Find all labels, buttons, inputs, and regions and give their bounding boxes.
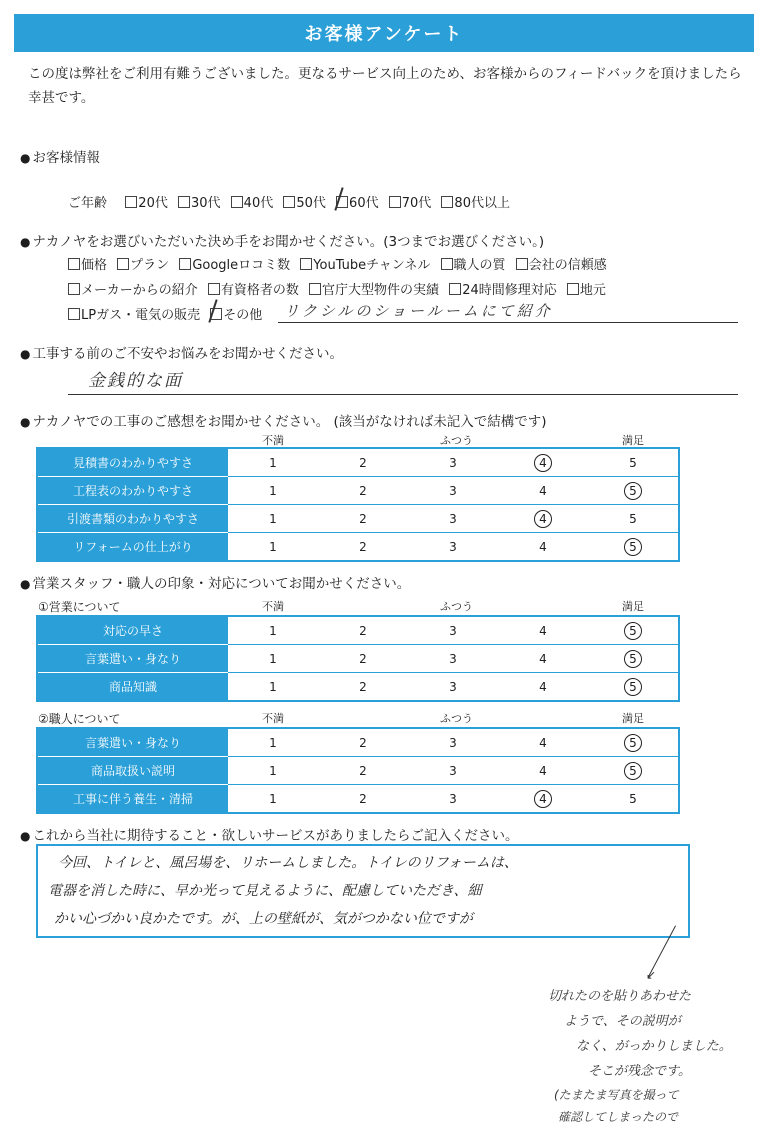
rating-row — [37, 616, 679, 645]
rating-row — [37, 448, 679, 477]
rating-row-label: 商品取扱い説明 — [37, 757, 228, 785]
rating-option-3[interactable]: 3 — [408, 448, 498, 477]
craft-table — [36, 727, 680, 814]
margin-note-line-3: なく、がっかりしました。 — [576, 1039, 732, 1054]
rating-option-5[interactable]: 5 — [588, 757, 679, 785]
rating-row-label: 工事に伴う養生・清掃 — [37, 785, 228, 814]
scale-mid-sales: ふつう — [440, 600, 473, 613]
option-public-works[interactable]: 官庁大型物件の実績 — [309, 279, 439, 298]
scale-low-craft: 不満 — [262, 712, 284, 725]
margin-note-line-4: そこが残念です。 — [588, 1064, 691, 1079]
rating-option-5[interactable]: 5 — [629, 791, 637, 806]
margin-note-line-5: (たまたま写真を撮って — [554, 1088, 679, 1102]
rating-option-4[interactable]: 4 — [498, 757, 588, 785]
rating-option-4[interactable]: 4 — [498, 505, 588, 533]
rating-option-3[interactable]: 3 — [408, 505, 498, 533]
rating-row — [37, 505, 679, 533]
scale-high: 満足 — [622, 434, 644, 447]
rating-row — [37, 785, 679, 814]
rating-option-3[interactable]: 3 — [408, 645, 498, 673]
rating-option-4[interactable]: 4 — [539, 679, 547, 694]
rating-option-1[interactable]: 1 — [228, 645, 318, 673]
sales-table — [36, 615, 680, 702]
rating-option-2[interactable]: 2 — [318, 448, 408, 477]
rating-option-1[interactable]: 1 — [228, 757, 318, 785]
rating-row-label: 工程表のわかりやすさ — [37, 477, 228, 505]
impression-table — [36, 447, 680, 562]
concern-heading: ● 工事する前のご不安やお悩みをお聞かせください。 — [20, 342, 343, 362]
age-label: ご年齢 — [68, 196, 108, 211]
scale-high-craft: 満足 — [622, 712, 644, 725]
staff-heading: ● 営業スタッフ・職人の印象・対応についてお聞かせください。 — [20, 572, 410, 592]
rating-option-4[interactable]: 4 — [498, 645, 588, 673]
rating-option-1[interactable]: 1 — [228, 728, 318, 757]
sales-heading: ①営業について — [38, 600, 121, 614]
decision-row-1 — [68, 254, 613, 273]
rating-option-4[interactable]: 4 — [539, 539, 547, 554]
age-option-40[interactable]: 40代 — [231, 192, 274, 211]
rating-option-4[interactable]: 4 — [498, 616, 588, 645]
option-maker-referral[interactable]: メーカーからの紹介 — [68, 279, 198, 298]
age-option-60[interactable]: 60代 — [336, 192, 379, 211]
rating-row — [37, 673, 679, 702]
rating-option-4[interactable]: 4 — [498, 728, 588, 757]
rating-option-1[interactable]: 1 — [228, 616, 318, 645]
rating-row-label: 言葉遣い・身なり — [37, 645, 228, 673]
rating-option-2[interactable]: 2 — [359, 791, 367, 806]
customer-info-heading: ● お客様情報 — [20, 146, 100, 166]
scale-mid: ふつう — [440, 434, 473, 447]
rating-option-3[interactable]: 3 — [449, 539, 457, 554]
option-plan[interactable]: プラン — [117, 254, 169, 273]
rating-option-1[interactable]: 1 — [269, 791, 277, 806]
rating-option-3[interactable]: 3 — [408, 757, 498, 785]
age-option-50[interactable]: 50代 — [283, 192, 326, 211]
rating-row — [37, 645, 679, 673]
rating-row — [37, 728, 679, 757]
expectation-line-3: かい心づかい良かたです。が、上の壁紙が、気がつかない位ですが — [54, 911, 473, 927]
rating-option-2[interactable]: 2 — [318, 728, 408, 757]
expectations-box — [36, 844, 690, 938]
rating-row-label: リフォームの仕上がり — [37, 533, 228, 562]
option-24h[interactable]: 24時間修理対応 — [449, 279, 557, 298]
rating-option-2[interactable]: 2 — [318, 757, 408, 785]
age-option-30[interactable]: 30代 — [178, 192, 221, 211]
age-option-80[interactable]: 80代以上 — [441, 192, 510, 211]
rating-row-label: 対応の早さ — [37, 616, 228, 645]
rating-option-2[interactable]: 2 — [318, 477, 408, 505]
other-answer-line — [278, 300, 738, 323]
decision-row-2 — [68, 279, 612, 298]
scale-low-sales: 不満 — [262, 600, 284, 613]
rating-row — [37, 477, 679, 505]
rating-option-2[interactable]: 2 — [359, 679, 367, 694]
decision-row-3 — [68, 304, 268, 323]
rating-option-3[interactable]: 3 — [408, 616, 498, 645]
rating-option-4[interactable]: 4 — [498, 477, 588, 505]
rating-row-label: 見積書のわかりやすさ — [37, 448, 228, 477]
rating-row-label: 引渡書類のわかりやすさ — [37, 505, 228, 533]
rating-row-label: 言葉遣い・身なり — [37, 728, 228, 757]
survey-title: お客様アンケート — [14, 14, 754, 52]
margin-note-line-1: 切れたのを貼りあわせた — [548, 989, 692, 1004]
option-price[interactable]: 価格 — [68, 254, 107, 273]
rating-option-5[interactable]: 5 — [588, 505, 679, 533]
rating-row — [37, 757, 679, 785]
option-qualified[interactable]: 有資格者の数 — [208, 279, 299, 298]
rating-option-2[interactable]: 2 — [318, 616, 408, 645]
rating-option-5[interactable]: 5 — [588, 616, 679, 645]
impression-heading: ● ナカノヤでの工事のご感想をお聞かせください。 (該当がなければ未記入で結構です) — [20, 410, 547, 430]
option-other[interactable]: その他 — [210, 304, 262, 323]
rating-option-1[interactable]: 1 — [228, 477, 318, 505]
craft-heading: ②職人について — [38, 712, 121, 726]
rating-option-1[interactable]: 1 — [228, 448, 318, 477]
intro-text: この度は弊社をご利用有難うございました。更なるサービス向上のため、お客様からのフィードバックを頂けましたら幸甚です。 — [28, 66, 742, 106]
rating-option-3[interactable]: 3 — [408, 728, 498, 757]
rating-option-1[interactable]: 1 — [228, 505, 318, 533]
option-lp-gas[interactable]: LPガス・電気の販売 — [68, 304, 200, 323]
margin-note-line-2: ようで、その説明が — [564, 1014, 681, 1029]
rating-option-2[interactable]: 2 — [318, 505, 408, 533]
expectation-line-1: 今回、トイレと、風呂場を、リホームしました。トイレのリフォームは、 — [58, 855, 518, 871]
rating-option-1[interactable]: 1 — [269, 679, 277, 694]
rating-option-5[interactable]: 5 — [588, 477, 679, 505]
expectations-heading: ● これから当社に期待すること・欲しいサービスがありましたらご記入ください。 — [20, 824, 518, 844]
scale-mid-craft: ふつう — [440, 712, 473, 725]
rating-option-3[interactable]: 3 — [408, 477, 498, 505]
rating-option-2[interactable]: 2 — [318, 645, 408, 673]
scale-low: 不満 — [262, 434, 284, 447]
rating-option-5[interactable]: 5 — [588, 533, 679, 562]
age-option-20[interactable]: 20代 — [125, 192, 168, 211]
rating-option-1[interactable]: 1 — [269, 539, 277, 554]
margin-note — [548, 984, 758, 1128]
rating-option-2[interactable]: 2 — [359, 539, 367, 554]
rating-option-5[interactable]: 5 — [588, 448, 679, 477]
rating-row-label: 商品知識 — [37, 673, 228, 702]
option-google-reviews[interactable]: Googleロコミ数 — [179, 254, 290, 273]
option-trust[interactable]: 会社の信頼感 — [516, 254, 607, 273]
option-youtube[interactable]: YouTubeチャンネル — [300, 254, 430, 273]
concern-answer-line — [68, 366, 738, 395]
arrow-head-icon: ↙ — [646, 968, 657, 982]
expectation-line-2: 電器を消した時に、早か光って見えるように、配慮していただき、細 — [48, 883, 482, 899]
rating-option-4[interactable]: 4 — [498, 785, 588, 814]
option-local[interactable]: 地元 — [567, 279, 606, 298]
rating-option-5[interactable]: 5 — [588, 728, 679, 757]
option-craft-quality[interactable]: 職人の質 — [441, 254, 506, 273]
rating-option-4[interactable]: 4 — [498, 448, 588, 477]
age-row — [68, 192, 516, 211]
rating-option-5[interactable]: 5 — [588, 673, 679, 702]
scale-high-sales: 満足 — [622, 600, 644, 613]
decision-heading: ● ナカノヤをお選びいただいた決め手をお聞かせください。(3つまでお選びください。) — [20, 230, 544, 250]
margin-note-line-6: 確認してしまったので — [558, 1110, 679, 1124]
rating-option-5[interactable]: 5 — [588, 645, 679, 673]
concern-answer: 金銭的な面 — [88, 371, 183, 391]
age-option-70[interactable]: 70代 — [389, 192, 432, 211]
rating-option-3[interactable]: 3 — [449, 791, 457, 806]
other-answer: リクシルのショールームにて紹介 — [284, 302, 553, 320]
rating-option-3[interactable]: 3 — [449, 679, 457, 694]
rating-row — [37, 533, 679, 562]
